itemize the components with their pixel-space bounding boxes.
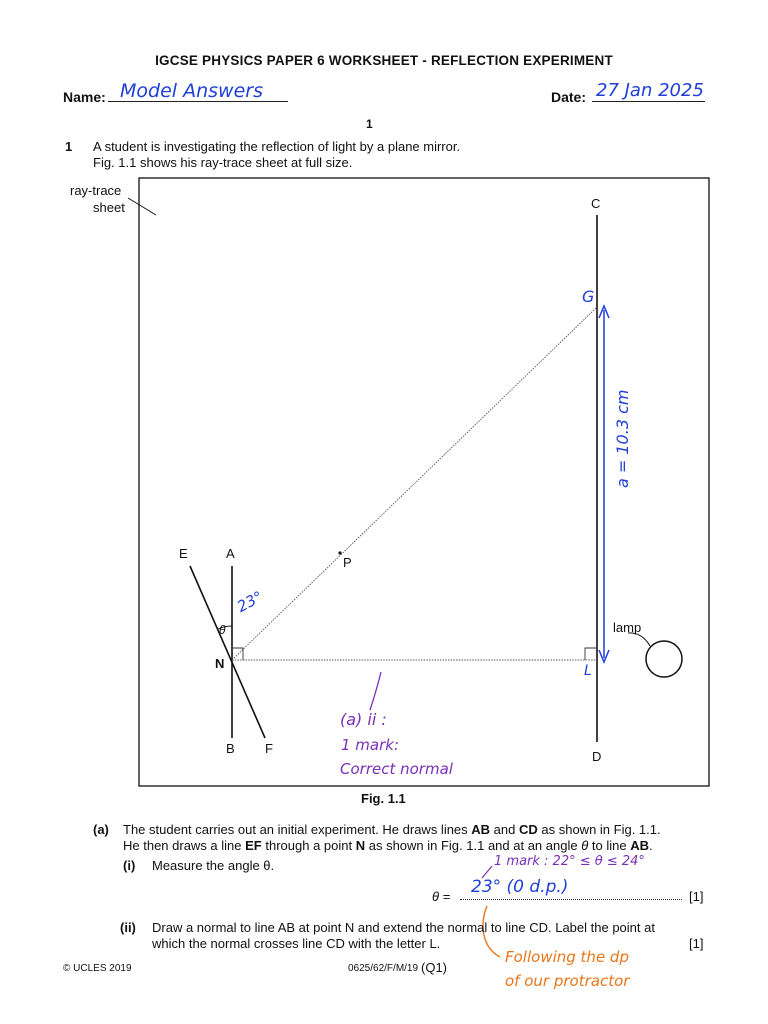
normal-note-line1: (a) ii : (340, 710, 387, 729)
date-label: Date: (551, 89, 587, 105)
point-d-label: D (592, 749, 602, 764)
normal-note-leader (370, 672, 381, 710)
part-a-and: and (490, 822, 519, 837)
part-a-i-label: (i) (123, 858, 136, 873)
sheet-label-line1: ray-trace (70, 183, 122, 198)
part-a-theta: θ (581, 838, 589, 853)
footer-question-ref: (Q1) (421, 960, 447, 975)
part-a-text-line2 (123, 838, 653, 854)
distance-annotation: a = 10.3 cm (613, 389, 632, 488)
point-e-label: E (179, 546, 188, 561)
part-a-cd: CD (518, 822, 538, 837)
part-a-ab: AB (471, 822, 491, 837)
part-a-text-2b: through a point (261, 838, 356, 853)
normal-note-line2: 1 mark: (341, 736, 400, 754)
question-intro-line1: A student is investigating the reflection of light by a plane mirror. (93, 139, 461, 154)
sheet-label-line2: sheet (93, 200, 125, 215)
sheet-pointer-line (128, 198, 156, 215)
part-a-ii-marks: [1] (689, 936, 704, 951)
question-number: 1 (65, 139, 73, 154)
name-value[interactable]: Model Answers (120, 80, 263, 102)
part-a-ii-text-line1: Draw a normal to line AB at point N and extend the normal to line CD. Label the point at (152, 920, 655, 935)
part-a-ii-label: (ii) (120, 920, 136, 935)
footer-code: 0625/62/F/M/19 (348, 963, 419, 974)
normal-note-line3: Correct normal (340, 760, 453, 778)
ray-n-to-g (232, 308, 596, 660)
part-a-i-answer-label: θ = (432, 889, 451, 904)
point-p-label: P (343, 555, 352, 570)
part-a-i-mark-note: 1 mark : 22° ≤ θ ≤ 24° (494, 854, 645, 869)
part-a-period: . (648, 838, 653, 853)
point-a-label: A (226, 546, 235, 561)
point-l-annotation: L (584, 663, 592, 679)
part-a-ii-text-line2: which the normal crosses line CD with the letter L. (152, 936, 441, 951)
angle-annotation: 23° (234, 587, 266, 616)
point-n-label: N (215, 656, 225, 671)
footer-copyright: © UCLES 2019 (63, 963, 132, 974)
point-c-label: C (591, 196, 601, 211)
right-angle-n (232, 648, 243, 660)
part-a-text-1b: as shown in Fig. 1.1. (537, 822, 661, 837)
part-a-i-text: Measure the angle θ. (152, 858, 275, 873)
part-a-label: (a) (93, 822, 109, 837)
page-number: 1 (366, 117, 373, 131)
name-label: Name: (63, 89, 106, 105)
theta-label: θ (219, 623, 226, 637)
point-g-annotation: G (582, 287, 595, 306)
part-a-i-answer-line (460, 899, 682, 900)
dp-note-line1: Following the dp (505, 948, 629, 966)
lamp-circle (646, 641, 682, 677)
right-angle-l (585, 648, 597, 660)
point-f-label: F (265, 741, 273, 756)
question-intro-line2: Fig. 1.1 shows his ray-trace sheet at full size. (93, 155, 353, 170)
lamp-label: lamp (613, 620, 642, 635)
date-value[interactable]: 27 Jan 2025 (596, 80, 704, 101)
part-a-ab2: AB (630, 838, 649, 853)
part-a-text-2d: to line (588, 838, 631, 853)
figure-caption: Fig. 1.1 (361, 791, 406, 806)
point-b-label: B (226, 741, 235, 756)
part-a-n: N (355, 838, 366, 853)
dp-note-line2: of our protractor (505, 972, 630, 990)
part-a-i-marks: [1] (689, 889, 704, 904)
part-a-text-2a: He then draws a line (123, 838, 246, 853)
part-a-text-2c: as shown in Fig. 1.1 and at an angle (365, 838, 582, 853)
part-a-ef: EF (245, 838, 262, 853)
point-p (338, 551, 341, 554)
part-a-i-answer[interactable]: 23° (0 d.p.) (471, 877, 569, 897)
page-title: IGCSE PHYSICS PAPER 6 WORKSHEET - REFLECTION EXPERIMENT (155, 53, 613, 68)
part-a-text-line1 (123, 822, 661, 838)
part-a-text-1a: The student carries out an initial experiment. He draws lines (123, 822, 472, 837)
